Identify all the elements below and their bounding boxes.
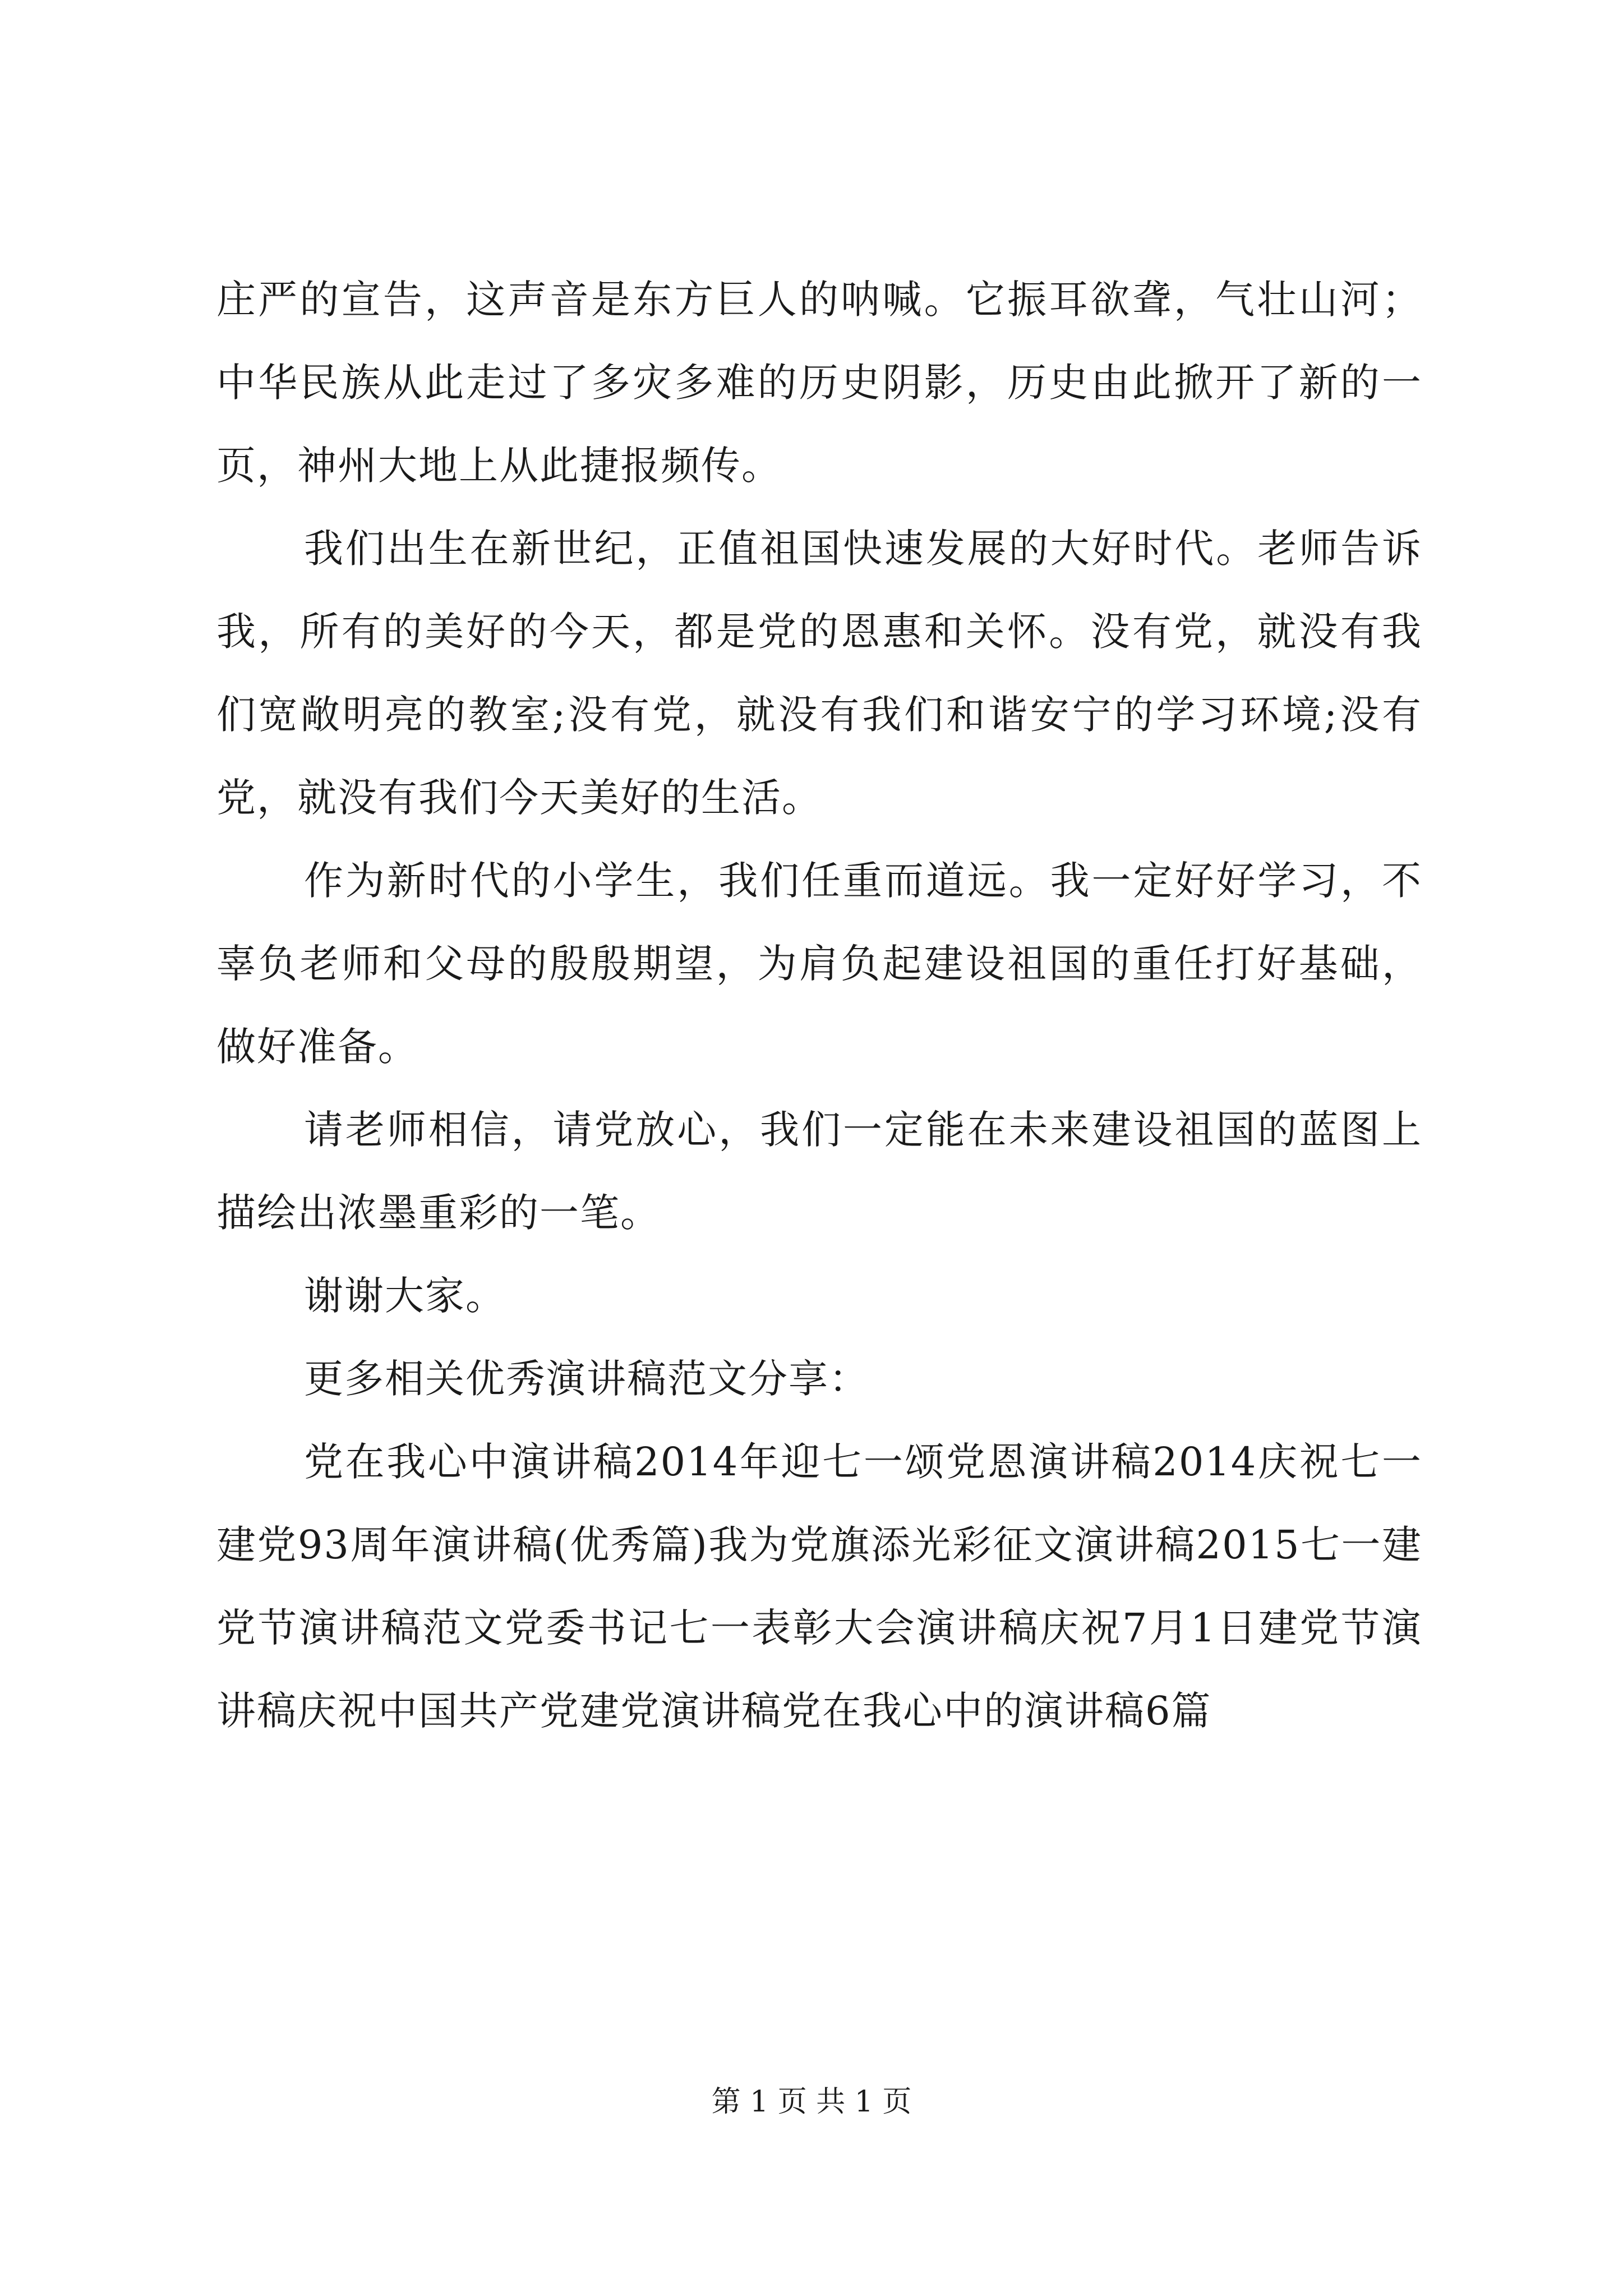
paragraph-6: 更多相关优秀演讲稿范文分享： bbox=[304, 1356, 869, 1402]
paragraph-1: 庄严的宣告，这声音是东方巨人的呐喊。它振耳欲聋，气壮山河；中华民族从此走过了多灾多难的历史阴影，历史由此掀开了新的一页，神州大地上从此捷报频传。 bbox=[216, 277, 1422, 489]
paragraph-5: 谢谢大家。 bbox=[304, 1273, 506, 1319]
page-footer: 第 1 页 共 1 页 bbox=[711, 2085, 912, 2119]
document-body bbox=[216, 258, 1422, 1752]
paragraph-3: 作为新时代的小学生，我们任重而道远。我一定好好学习，不辜负老师和父母的殷殷期望，为肩负起建设祖国的重任打好基础，做好准备。 bbox=[216, 858, 1422, 1070]
paragraph-7: 党在我心中演讲稿2014年迎七一颂党恩演讲稿2014庆祝七一建党93周年演讲稿(优秀篇)我为党旗添光彩征文演讲稿2015七一建党节演讲稿范文党委书记七一表彰大会演讲稿庆祝7月1日建党节演讲稿庆祝中国共产党建党演讲稿党在我心中的演讲稿6篇 bbox=[216, 1439, 1422, 1734]
paragraph-4: 请老师相信，请党放心，我们一定能在未来建设祖国的蓝图上描绘出浓墨重彩的一笔。 bbox=[216, 1107, 1422, 1236]
paragraph-2: 我们出生在新世纪，正值祖国快速发展的大好时代。老师告诉我，所有的美好的今天，都是党的恩惠和关怀。没有党，就没有我们宽敞明亮的教室;没有党，就没有我们和谐安宁的学习环境;没有党，就没有我们今天美好的生活。 bbox=[216, 526, 1422, 821]
